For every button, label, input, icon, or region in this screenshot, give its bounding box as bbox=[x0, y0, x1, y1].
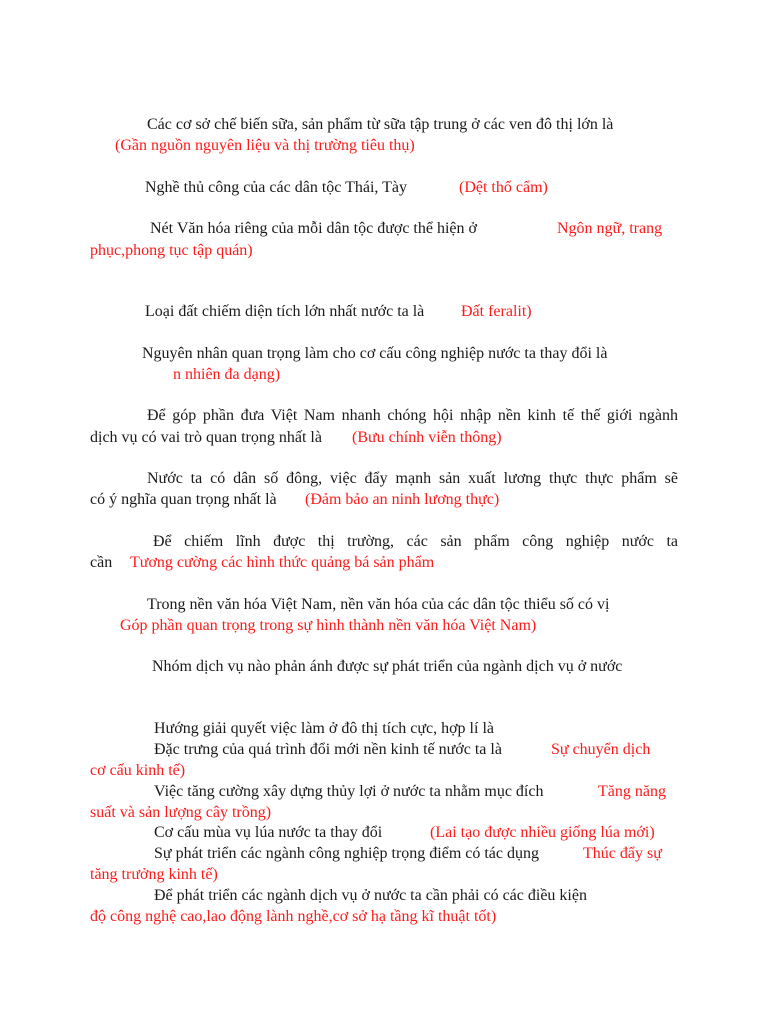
answer-12-part-1: Sự chuyển dịch bbox=[551, 741, 651, 758]
question-14: Cơ cấu mùa vụ lúa nước ta thay đổi bbox=[154, 824, 383, 841]
answer-3-part-2: phục,phong tục tập quán) bbox=[90, 242, 253, 259]
answer-1: (Gần nguồn nguyên liệu và thị trường tiêu thụ) bbox=[115, 137, 415, 154]
question-7-line-2: có ý nghĩa quan trọng nhất là bbox=[90, 491, 277, 508]
question-15: Sự phát triển các ngành công nghiệp trọng điểm có tác dụng bbox=[154, 845, 540, 862]
question-4: Loại đất chiếm diện tích lớn nhất nước ta là bbox=[145, 303, 425, 320]
answer-5: n nhiên đa dạng) bbox=[173, 366, 281, 383]
answer-15-part-2: tăng trưởng kinh tế) bbox=[90, 866, 218, 883]
answer-7: (Đảm bảo an ninh lương thực) bbox=[305, 491, 500, 508]
question-6-line-2: dịch vụ có vai trò quan trọng nhất là bbox=[90, 429, 322, 446]
question-5: Nguyên nhân quan trọng làm cho cơ cấu công nghiệp nước ta thay đổi là bbox=[142, 345, 608, 362]
question-8-line-1: Để chiếm lĩnh được thị trường, các sản phẩm công nghiệp nước ta bbox=[153, 533, 678, 550]
answer-13-part-2: suất và sản lượng cây trồng) bbox=[90, 804, 272, 821]
question-11: Hướng giải quyết việc làm ở đô thị tích cực, hợp lí là bbox=[154, 720, 494, 737]
answer-6: (Bưu chính viễn thông) bbox=[352, 429, 502, 446]
answer-12-part-2: cơ cấu kinh tế) bbox=[90, 762, 186, 779]
question-13: Việc tăng cường xây dựng thủy lợi ở nước ta nhằm mục đích bbox=[154, 783, 544, 800]
answer-14: (Lai tạo được nhiều giống lúa mới) bbox=[430, 824, 655, 841]
question-7-line-1: Nước ta có dân số đông, việc đẩy mạnh sản xuất lương thực thực phẩm sẽ bbox=[147, 470, 678, 487]
question-16: Để phát triển các ngành dịch vụ ở nước ta cần phải có các điều kiện bbox=[154, 887, 587, 904]
question-8-line-2: cần bbox=[90, 554, 113, 571]
question-3: Nét Văn hóa riêng của mỗi dân tộc được thể hiện ở bbox=[150, 220, 477, 237]
answer-13-part-1: Tăng năng bbox=[598, 783, 666, 800]
answer-9: Góp phần quan trọng trong sự hình thành nền văn hóa Việt Nam) bbox=[120, 617, 537, 634]
answer-3-part-1: Ngôn ngữ, trang bbox=[557, 220, 663, 237]
answer-16: độ công nghệ cao,lao động lành nghề,cơ sở hạ tầng kĩ thuật tốt) bbox=[90, 908, 497, 925]
answer-2: (Dệt thổ cẩm) bbox=[459, 179, 548, 196]
question-1: Các cơ sở chế biến sữa, sản phẩm từ sữa tập trung ở các ven đô thị lớn là bbox=[147, 116, 614, 133]
answer-4: Đất feralit) bbox=[461, 303, 532, 320]
question-6-line-1: Để góp phần đưa Việt Nam nhanh chóng hội nhập nền kinh tế thế giới ngành bbox=[147, 407, 678, 424]
question-2: Nghề thủ công của các dân tộc Thái, Tày bbox=[145, 179, 407, 196]
answer-8: Tương cường các hình thức quảng bá sản phẩm bbox=[130, 554, 435, 571]
question-10: Nhóm dịch vụ nào phản ánh được sự phát triển của ngành dịch vụ ở nước bbox=[152, 658, 623, 675]
question-9: Trong nền văn hóa Việt Nam, nền văn hóa của các dân tộc thiểu số có vị bbox=[147, 596, 610, 613]
question-12: Đặc trưng của quá trình đổi mới nền kinh tế nước ta là bbox=[154, 741, 502, 758]
answer-15-part-1: Thúc đẩy sự bbox=[583, 845, 662, 862]
